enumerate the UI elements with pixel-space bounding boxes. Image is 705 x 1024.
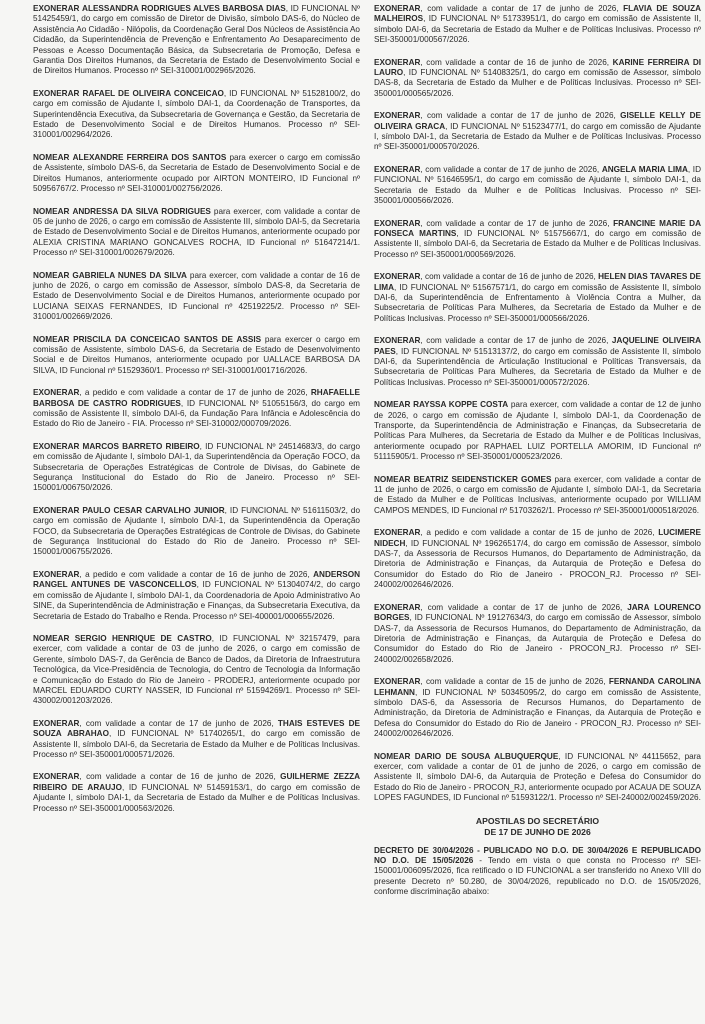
person-name: BEATRIZ SEIDENSTICKER GOMES <box>413 474 552 484</box>
person-name: RAFAEL DE OLIVEIRA CONCEICAO <box>82 88 224 98</box>
person-name: THAIS ESTEVES DE SOUZA ABRAHAO <box>33 718 360 739</box>
person-name: SERGIO HENRIQUE DE CASTRO <box>74 633 212 643</box>
person-name: RAYSSA KOPPE COSTA <box>413 400 509 410</box>
act-entry: EXONERAR, com validade a contar de 16 de junho de 2026, HELEN DIAS TAVARES DE LIMA, ID FUNCIONAL Nº 51567571/1, do cargo em comissão de Assistente II, símbolo DAI-6, da Superintendência de Enfrentamento à Violência Contra a Mulher, da Subsecretaria de Políticas Para Mulheres, da Secretaria de Estado da Mulher e de Políticas Inclusivas. Processo nº SEI-350001/000566/2026. <box>374 272 701 323</box>
act-entry: NOMEAR BEATRIZ SEIDENSTICKER GOMES para exercer, com validade a contar de 11 de junho de 2026, o cargo em comissão de Ajudante I, símbolo DAI-1, da Secretaria de Estado da Mulher e de Políticas Inclusivas, anteriormente ocupado por WILLIAM CAMPOS MENDES, ID Funcional nº 51703262/1. Processo nº SEI-350001/000518/2026. <box>374 474 701 515</box>
person-name: FLAVIA DE SOUZA MALHEIROS <box>374 4 701 24</box>
act-entry: EXONERAR, com validade a contar de 17 de junho de 2026, FLAVIA DE SOUZA MALHEIROS, ID FUNCIONAL Nº 51733951/1, do cargo em comissão de Assistente II, símbolo DAI-6, da Secretaria de Estado da Mulher e de Políticas Inclusivas. Processo nº SEI-350001/000567/2026. <box>374 4 701 45</box>
person-name: ANGELA MARIA LIMA <box>601 164 688 174</box>
person-name: ALEXANDRE FERREIRA DOS SANTOS <box>72 152 227 162</box>
act-entry: EXONERAR PAULO CESAR CARVALHO JUNIOR, ID FUNCIONAL Nº 51611503/2, do cargo em comissão de Ajudante I, símbolo DAI-1, da Superintendência da Operação FOCO, da Subsecretaria de Operações Estratégicas de Controle de Divisas, do Gabinete de Segurança Institucional do Estado do Rio de Janeiro. Processo nº SEI-150001/006755/2026. <box>33 505 360 557</box>
person-name: ANDERSON RANGEL ANTUNES DE VASCONCELLOS <box>33 569 360 590</box>
act-entry: EXONERAR, com validade a contar de 15 de junho de 2026, FERNANDA CAROLINA LEHMANN, ID FUNCIONAL Nº 50345095/2, do cargo em comissão de Assistente, símbolo DAS-6, da Assessoria de Recursos Humanos, do Departamento de Administração, da Diretoria de Administração e Finanças, da Autarquia de Proteção e Defesa do Consumidor do Estado do Rio de Janeiro - PROCON_RJ. Processo nº SEI-240002/002646/2026. <box>374 677 701 739</box>
person-name: PAULO CESAR CARVALHO JUNIOR <box>82 505 225 515</box>
person-name: GABRIELA NUNES DA SILVA <box>72 270 187 280</box>
person-name: HELEN DIAS TAVARES DE LIMA <box>374 272 701 292</box>
person-name: FERNANDA CAROLINA LEHMANN <box>374 677 701 697</box>
act-entry: EXONERAR RAFAEL DE OLIVEIRA CONCEICAO, ID FUNCIONAL Nº 51528100/2, do cargo em comissão de Ajudante I, símbolo DAI-1, da Coordenação de Transportes, da Superintendência Executiva, da Subsecretaria de Governança e Gestão, da Secretaria de Estado de Desenvolvimento Social e de Direitos Humanos. Processo nº SEI-310001/002964/2026. <box>33 88 361 140</box>
act-entry: EXONERAR MARCOS BARRETO RIBEIRO, ID FUNCIONAL Nº 24514683/3, do cargo em comissão de Ajudante I, símbolo DAI-1, da Superintendência da Operação FOCO, da Subsecretaria de Operações Estratégicas de Controle de Divisas, do Gabinete de Segurança Institucional do Estado do Rio de Janeiro. Processo nº SEI-150001/006750/2026. <box>33 441 360 493</box>
act-entry: EXONERAR, a pedido e com validade a contar de 16 de junho de 2026, ANDERSON RANGEL ANTUNES DE VASCONCELLOS, ID FUNCIONAL Nº 51304074/2, do cargo em comissão de Ajudante I, símbolo DAI-1, da Coordenadoria de Apoio Administrativo Ao SINE, da Superintendência de Administração e Finanças, da Subsecretaria Executiva, da Secretaria de Estado do Trabalho e Renda. Processo nº SEI-400001/000655/2026. <box>33 569 361 621</box>
person-name: KARINE FERREIRA DI LAURO <box>374 57 702 78</box>
act-entry: EXONERAR, com validade a contar de 17 de junho de 2026, JARA LOURENCO BORGES, ID FUNCIONAL Nº 19127634/3, do cargo em comissão de Assessor, símbolo DAS-7, da Assessoria de Recursos Humanos, do Departamento de Administração, da Diretoria de Administração e Finanças, da Autarquia de Proteção e Defesa do Consumidor do Estado do Rio de Janeiro - PROCON_RJ. Processo nº SEI-240002/002658/2026. <box>374 602 701 664</box>
act-entry: NOMEAR DARIO DE SOUSA ALBUQUERQUE, ID FUNCIONAL Nº 44115652, para exercer, com validade a contar de 01 de junho de 2026, o cargo em comissão de Assistente II, símbolo DAI-6, da Autarquia de Proteção e Defesa do Consumidor do Estado do Rio de Janeiro - PROCON_RJ, anteriormente ocupado por ACAUA DE SOUZA LOPES FAGUNDES, ID Funcional nº 51593122/1. Processo nº SEI-240002/002459/2026. <box>374 751 701 803</box>
act-entry: EXONERAR, com validade a contar de 17 de junho de 2026, THAIS ESTEVES DE SOUZA ABRAHAO, ID FUNCIONAL Nº 51740265/1, do cargo em comissão de Assistente II, símbolo DAI-6, da Secretaria de Estado da Mulher e de Políticas Inclusivas. Processo nº SEI-350001/000571/2026. <box>33 718 360 759</box>
right-column <box>374 4 701 910</box>
person-name: JAQUELINE OLIVEIRA PAES <box>374 336 701 356</box>
person-name: GISELLE KELLY DE OLIVEIRA GRACA <box>374 111 701 131</box>
decree-entry: DECRETO DE 30/04/2026 - PUBLICADO NO D.O. DE 30/04/2026 E REPUBLICADO NO D.O. DE 15/05/2026 - Tendo em vista o que consta no Processo nº SEI-150001/006095/2026, fica retificado o ID FUNCIONAL a ser transferido no Anexo VIII do presente Decreto nº 50.280, de 30/04/2026, republicado no D.O. de 15/05/2026, conforme discriminação abaixo: <box>374 845 702 897</box>
person-name: PRISCILA DA CONCEICAO SANTOS DE ASSIS <box>73 334 262 344</box>
act-entry: EXONERAR, com validade a contar de 16 de junho de 2026, GUILHERME ZEZZA RIBEIRO DE ARAUJO, ID FUNCIONAL Nº 51459153/1, do cargo em comissão de Ajudante I, símbolo DAI-1, da Secretaria de Estado da Mulher e de Políticas Inclusivas. Processo nº SEI-350001/000563/2026. <box>33 772 361 813</box>
person-name: DARIO DE SOUSA ALBUQUERQUE <box>414 751 559 761</box>
person-name: LUCIMERE NIDECH <box>374 528 701 548</box>
act-entry: EXONERAR, com validade a contar de 17 de junho de 2026, GISELLE KELLY DE OLIVEIRA GRACA, ID FUNCIONAL Nº 51523477/1, do cargo em comissão de Ajudante I, símbolo DAI-1, da Secretaria de Estado da Mulher e de Políticas Inclusivas. Processo nº SEI-350001/000570/2026. <box>374 111 701 152</box>
left-column <box>33 4 360 826</box>
person-name: RHAFAELLE BARBOSA DE CASTRO RODRIGUES <box>33 388 360 408</box>
person-name: ALESSANDRA RODRIGUES ALVES BARBOSA DIAS <box>82 4 286 13</box>
person-name: GUILHERME ZEZZA RIBEIRO DE ARAUJO <box>33 772 360 792</box>
act-entry: NOMEAR SERGIO HENRIQUE DE CASTRO, ID FUNCIONAL Nº 32157479, para exercer, com validade a contar de 03 de junho de 2026, o cargo em comissão de Gerente, símbolo DAS-7, da Gerência de Banco de Dados, da Diretoria de Infraestrutura Tecnológica, da Vice-Presidência de Tecnologia, do Centro de Tecnologia da Informação e Comunicação do Estado do Rio de Janeiro - PRODERJ, anteriormente ocupado por MARCEL EDUARDO CURTY NASSER, ID Funcional nº 51594269/1. Processo nº SEI-430002/001203/2026. <box>33 633 360 706</box>
act-entry: NOMEAR PRISCILA DA CONCEICAO SANTOS DE ASSIS para exercer o cargo em comissão de Assistente, símbolo DAS-6, da Secretaria de Estado de Desenvolvimento Social e de Direitos Humanos, anteriormente ocupado por UALLACE BARBOSA DA SILVA, ID Funcional nº 51529360/1. Processo nº SEI-310001/001716/2026. <box>33 334 360 375</box>
act-entry: EXONERAR, a pedido e com validade a contar de 15 de junho de 2026, LUCIMERE NIDECH, ID FUNCIONAL Nº 19626517/4, do cargo em comissão de Assessor, símbolo DAS-7, da Assessoria de Recursos Humanos, do Departamento de Administração, da Diretoria de Administração e Finanças, da Autarquia de Proteção e Defesa do Consumidor do Estado do Rio de Janeiro - PROCON_RJ. Processo nº SEI-240002/002646/2026. <box>374 528 701 590</box>
decree-title: DECRETO DE 30/04/2026 - PUBLICADO NO D.O. DE 30/04/2026 E REPUBLICADO NO D.O. DE 15/05/2026 <box>374 845 701 865</box>
act-entry: NOMEAR RAYSSA KOPPE COSTA para exercer, com validade a contar de 12 de junho de 2026, o cargo em comissão de Ajudante I, símbolo DAI-1, da Coordenação de Transporte, da Superintendência de Administração e Finanças, da Subsecretaria de Políticas Para Mulheres, da Secretaria de Estado da Mulher e de Políticas Inclusivas, anteriormente ocupado por RAPHAEL LUIZ PORTELLA AMORIM, ID Funcional nº 51115905/1. Processo nº SEI-350001/000523/2026. <box>374 400 702 462</box>
person-name: FRANCINE MARIE DA FONSECA MARTINS <box>374 218 701 238</box>
act-entry: NOMEAR GABRIELA NUNES DA SILVA para exercer, com validade a contar de 16 de junho de 2026, o cargo em comissão de Assessor, símbolo DAS-8, da Secretaria de Estado de Desenvolvimento Social e de Direitos Humanos, anteriormente ocupado por LUCIANA SEIXAS FERNANDES, ID Funcional nº 42519225/2. Processo nº SEI-310001/002669/2026. <box>33 270 360 322</box>
act-entry: EXONERAR, com validade a contar de 17 de junho de 2026, JAQUELINE OLIVEIRA PAES, ID FUNCIONAL Nº 51513137/2, do cargo em comissão de Assistente II, símbolo DAI-6, da Superintendência de Articulação Institucional e Políticas Transversais, da Subsecretaria de Políticas Para Mulheres, da Secretaria de Estado da Mulher e de Políticas Inclusivas. Processo nº SEI-350001/000572/2026. <box>374 336 701 387</box>
act-entry: EXONERAR, com validade a contar de 16 de junho de 2026, KARINE FERREIRA DI LAURO, ID FUNCIONAL Nº 51408325/1, do cargo em comissão de Assessor, símbolo DAS-8, da Secretaria de Estado da Mulher e de Políticas Inclusivas. Processo nº SEI-350001/000565/2026. <box>374 57 702 98</box>
person-name: JARA LOURENCO BORGES <box>374 602 701 623</box>
act-entry: NOMEAR ALEXANDRE FERREIRA DOS SANTOS para exercer o cargo em comissão de Assistente, símbolo DAS-6, da Secretaria de Estado de Desenvolvimento Social e de Direitos Humanos, anteriormente ocupado por AIRTON MONTEIRO, ID Funcional nº 50956767/2. Processo nº SEI-310001/002756/2026. <box>33 152 361 194</box>
act-entry: NOMEAR ANDRESSA DA SILVA RODRIGUES para exercer, com validade a contar de 05 de junho de 2026, o cargo em comissão de Assistente III, símbolo DAI-5, da Secretaria de Estado de Desenvolvimento Social e de Direitos Humanos, anteriormente ocupado por ALEXIA CRISTINA MARIANO GONCALVES ROCHA, ID Funcional nº 51647214/1. Processo nº SEI-310001/002679/2026. <box>33 206 360 258</box>
act-entry: EXONERAR, com validade a contar de 17 de junho de 2026, FRANCINE MARIE DA FONSECA MARTINS, ID FUNCIONAL Nº 51575667/1, do cargo em comissão de Assistente II, símbolo DAI-6, da Secretaria de Estado da Mulher e de Políticas Inclusivas. Processo nº SEI-350001/000569/2026. <box>374 218 702 259</box>
section-heading: APOSTILAS DO SECRETÁRIO DE 17 DE JUNHO DE 2026 <box>475 815 600 837</box>
act-entry: EXONERAR, a pedido e com validade a contar de 17 de junho de 2026, RHAFAELLE BARBOSA DE CASTRO RODRIGUES, ID FUNCIONAL Nº 51055156/3, do cargo em comissão de Assistente II, símbolo DAI-6, da Fundação Para Infância e Adolescência do Estado do Rio de Janeiro - FIA. Processo nº SEI-310002/000709/2026. <box>33 388 360 429</box>
person-name: ANDRESSA DA SILVA RODRIGUES <box>72 206 211 216</box>
act-entry: EXONERAR ALESSANDRA RODRIGUES ALVES BARBOSA DIAS, ID FUNCIONAL Nº 51425459/1, do cargo em comissão de Diretor de Divisão, símbolo DAS-6, do Núcleo de Assistência Ao Cidadão - Nilópolis, da Coordenação Geral Dos Núcleos de Assistência Ao Cidadão, da Superintendência de Prevenção e Enfrentamento Ao Desaparecimento de Pessoas e Acesso Documentação Básica, da Subsecretaria de Promoção, Defesa e Garantia Dos Direitos Humanos, da Secretaria de Estado de Desenvolvimento Social e de Direitos Humanos. Processo nº SEI-310001/002965/2026. <box>33 4 361 76</box>
act-entry: EXONERAR, com validade a contar de 17 de junho de 2026, ANGELA MARIA LIMA, ID FUNCIONAL Nº 51646595/1, do cargo em comissão de Ajudante I, símbolo DAI-1, da Secretaria de Estado da Mulher e de Políticas Inclusivas. Processo nº SEI-350001/000566/2026. <box>374 164 701 206</box>
person-name: MARCOS BARRETO RIBEIRO <box>82 441 200 451</box>
